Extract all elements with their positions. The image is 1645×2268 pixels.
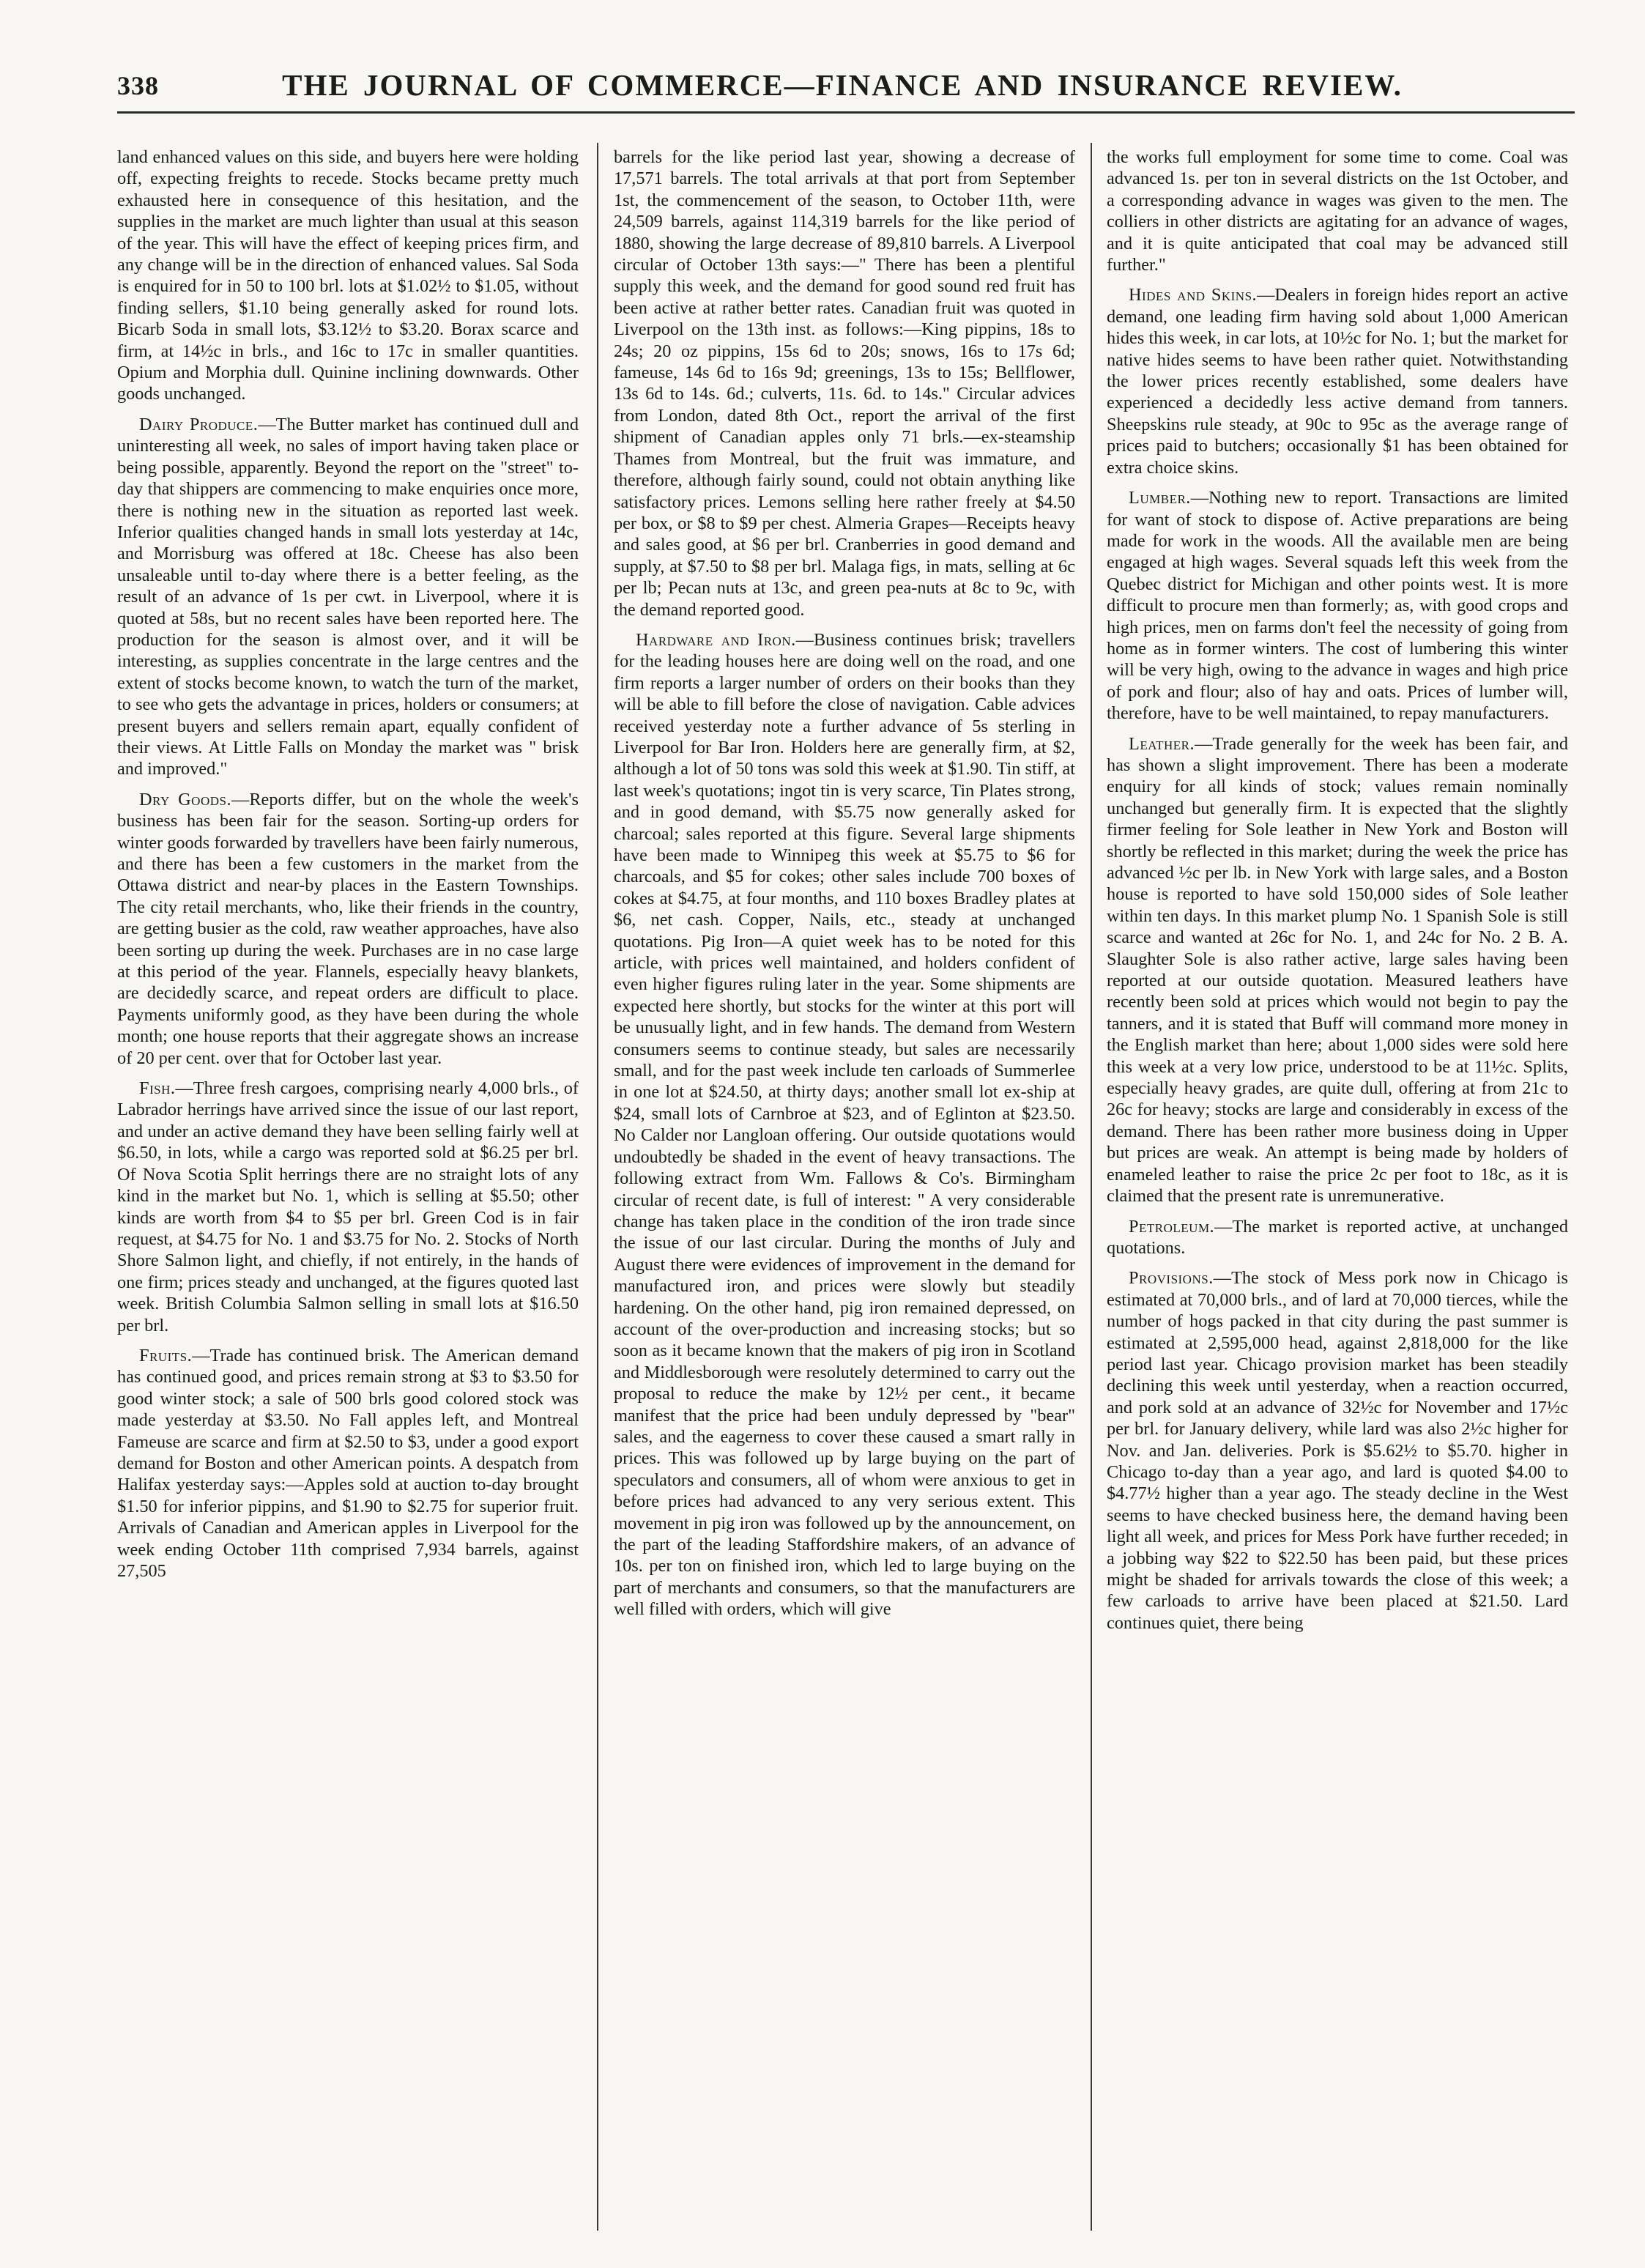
paragraph-text: —The stock of Mess pork now in Chicago is estimated at 70,000 brls., and of lard at 70,000 tierces, while the number of hogs packed in that city during the past summer is estimated at 2,595,000 head, against 2,818,000 for the like period last year. Chicago provision market has been steadily declining this week until yesterday, when a reaction occurred, and pork sold at an advance of 32½c for November and 17½c per brl. for January delivery, while lard was also 2½c higher for Nov. and Jan. deliveries. Pork is $5.62½ to $5.70. higher in Chicago to-day than a year ago, and lard is quoted $4.00 to $4.77½ higher than a year ago. The steady decline in the West seems to have checked business here, the demand having been light all week, and prices for Mess Pork have further receded; in a jobbing way $22 to $22.50 has been paid, but these prices might be shaded for arrivals towards the close of this week; a few carloads to arrive have been placed at $21.50. Lard continues quiet, there being [1107,1268,1568,1633]
paragraph-text: —Three fresh cargoes, comprising nearly 4,000 brls., of Labrador herrings have arrived since the issue of our last report, and under an active demand they have been selling fairly well at $6.50, in lots, while a cargo was reported sold at $6.25 per brl. Of Nova Scotia Split herrings there are no straight lots of any kind in the market but No. 1, which is selling at $5.50; other kinds are worth from $4 to $5 per brl. Green Cod is in fair request, at $4.75 for No. 1 and $3.75 for No. 2. Stocks of North Shore Salmon light, and chiefly, if not entirely, in the hands of one firm; prices steady and unchanged, at the figures quoted last week. British Columbia Salmon selling in small lots at $16.50 per brl. [117,1078,579,1335]
article-paragraph [1107,284,1568,478]
journal-title: THE JOURNAL OF COMMERCE—FINANCE AND INSURANCE REVIEW. [282,68,1403,102]
article-paragraph [1107,1267,1568,1634]
paragraph-text: —The market is reported active, at unchanged quotations. [1107,1216,1568,1258]
paragraph-text: —Nothing new to report. Transactions are limited for want of stock to dispose of. Active preparations are being made for work in the woods. All the available men are being engaged at high wages. Several squads left this week from the Quebec district for Michigan and other points west. It is more difficult to procure men than formerly; as, with good crops and high prices, men on farms don't feel the necessity of going from home as in former winters. The cost of lumbering this winter will be very high, owing to the advance in wages and high price of pork and flour; also of hay and oats. Prices of lumber will, therefore, have to be well maintained, to repay manufacturers. [1107,488,1568,724]
paragraph-text: —Business continues brisk; travellers for the leading houses here are doing well on the road, and one firm reports a larger number of orders on their books than they will be able to fill before the close of navigation. Cable advices received yesterday note a further advance of 5s sterling in Liverpool for Bar Iron. Holders here are generally firm, at $2, although a lot of 50 tons was sold this week at $1.90. Tin stiff, at last week's quotations; ingot tin is very scarce, Tin Plates strong, and in good demand, with $5.75 now generally asked for charcoal; sales reported at this figure. Several large shipments have been made to Winnipeg this week at $5.75 to $6 for charcoals, and $5 for cokes; other sales include 700 boxes of cokes at $4.75, at four months, and 110 boxes Bradley plates at $6, net cash. Copper, Nails, etc., steady at unchanged quotations. Pig Iron—A quiet week has to be noted for this article, with prices well maintained, and holders confident of even higher figures ruling later in the year. Some shipments are expected here shortly, but stocks for the winter at this port will be unusually light, and in few hands. The demand from Western consumers seems to continue steady, but sales are necessarily small, and for the past week include ten carloads of Summerlee in one lot at $24.50, at thirty days; another small lot ex-ship at $24, small lots of Carnbroe at $23, and of Eglinton at $23.50. No Calder nor Langloan offering. Our outside quotations would undoubtedly be shaded in the event of heavy transactions. The following extract from Wm. Fallows & Co's. Birmingham circular of recent date, is full of interest: " A very considerable change has taken place in the condition of the iron trade since the issue of our last circular. During the months of July and August there were evidences of improvement in the demand for manufactured iron, and prices were slowly but steadily hardening. On the other hand, pig iron remained depressed, on account of the over-production and increasing stocks; but so soon as it became known that the makers of pig iron in Scotland and Middlesborough were resolutely determined to carry out the proposal to reduce the make by 12½ per cent., it became manifest that the price had been unduly depressed by "bear" sales, and the eagerness to cover these caused a smart rally in prices. This was followed up by large buying on the part of speculators and consumers, all of whom were anxious to get in before prices had advanced to any very serious extent. This movement in pig iron was followed up by the announcement, on the part of the leading Staffordshire makers, of an advance of 10s. per ton on finished iron, which led to large buying on the part of merchants and consumers, so that the manufacturers are well filled with orders, which will give [614,629,1075,1620]
section-heading: Fish. [139,1078,176,1099]
section-heading: Hides and Skins. [1129,285,1258,305]
paragraph-text: land enhanced values on this side, and buyers here were holding off, expecting freights to recede. Stocks became pretty much exhausted here in consequence of this hesitation, and the supplies in the market are much lighter than usual at this season of the year. This will have the effect of keeping prices firm, and any change will be in the direction of enhanced values. Sal Soda is enquired for in 50 to 100 brl. lots at $1.02½ to $1.05, without finding sellers, $1.10 being generally asked for round lots. Bicarb Soda in small lots, $3.12½ to $3.20. Borax scarce and firm, at 14½c in brls., and 16c to 17c in smaller quantities. Opium and Morphia dull. Quinine inclining downwards. Other goods unchanged. [117,147,579,404]
section-heading: Leather. [1129,733,1195,754]
section-heading: Petroleum. [1129,1216,1215,1237]
paragraph-text: the works full employment for some time to come. Coal was advanced 1s. per ton in several districts on the 1st October, and a corresponding advance in wages was given to the men. The colliers in other districts are agitating for an advance of wages, and it is quite anticipated that coal may be advanced still further." [1107,147,1568,275]
article-paragraph [1107,733,1568,1207]
paragraph-text: barrels for the like period last year, showing a decrease of 17,571 barrels. The total arrivals at that port from September 1st, the commencement of the season, to October 11th, were 24,509 barrels, against 114,319 barrels for the like period of 1880, showing the large decrease of 89,810 barrels. A Liverpool circular of October 13th says:—" There has been a plentiful supply this week, and the demand for good sound red fruit has been active at rather better rates. Canadian fruit was quoted in Liverpool on the 13th inst. as follows:—King pippins, 18s to 24s; 20 oz pippins, 15s 6d to 20s; snows, 16s to 17s 6d; fameuse, 14s 6d to 16s 9d; greenings, 13s to 15s; Bellflower, 13s 6d to 14s. 6d.; culverts, 11s. 6d. to 14s." Circular advices from London, dated 8th Oct., report the arrival of the first shipment of Canadian apples only 71 brls.—ex-steamship Thames from Montreal, but the fruit was immature, and therefore, although fairly sound, could not obtain anything like satisfactory prices. Lemons selling here rather freely at $4.50 per box, or $8 to $9 per chest. Almeria Grapes—Receipts heavy and sales good, at $6 per brl. Cranberries in good demand and supply, at $7.50 to $8 per brl. Malaga figs, in mats, selling at 6c per lb; Pecan nuts at 13c, and green pea-nuts at 8c to 9c, with the demand reported good. [614,147,1075,620]
article-paragraph [117,414,579,780]
section-heading: Provisions. [1129,1268,1214,1289]
column-rule [597,143,598,2231]
column-rule [1091,143,1092,2231]
article-paragraph [117,1345,579,1582]
article-paragraph [614,629,1075,1620]
article-paragraph [1107,1216,1568,1259]
section-heading: Dairy Produce. [139,414,259,434]
article-paragraph [1107,147,1568,275]
column-2 [614,147,1075,2256]
section-heading: Fruits. [139,1345,193,1365]
section-heading: Lumber. [1129,488,1191,508]
column-3 [1107,147,1568,2256]
page-number: 338 [117,71,159,100]
article-paragraph [117,147,579,405]
paragraph-text: —The Butter market has continued dull and uninteresting all week, no sales of import having taken place or being possible, apparently. Beyond the report on the "street" to-day that shippers are commencing to make enquiries once more, there is nothing new in the situation as reported last week. Inferior qualities changed hands in small lots yesterday at 14c, and Morrisburg was offered at 18c. Cheese has also been unsaleable until to-day where there is a better feeling, as the result of an advance of 1s per cwt. in Liverpool, where it is quoted at 58s, but no recent sales have been reported here. The production for the season is almost over, and it will be interesting, as supplies concentrate in the large centres and the extent of stocks become known, to watch the turn of the market, to see who gets the advantage in prices, holders or consumers; at present buyers and sellers remain apart, equally confident of their views. At Little Falls on Monday the market was " brisk and improved." [117,414,579,779]
paragraph-text: —Dealers in foreign hides report an active demand, one leading firm having sold about 1,000 American hides this week, in car lots, at 10½c for No. 1; but the market for native hides seems to have been rather quiet. Notwithstanding the lower prices recently established, some dealers have experienced a decidedly less active demand from tanners. Sheepskins rule steady, at 90c to 95c as the average range of prices paid to butchers; occasionally $1 has been obtained for extra choice skins. [1107,285,1568,478]
article-paragraph [117,1078,579,1336]
article-paragraph [614,147,1075,620]
header-rule [117,111,1575,114]
paragraph-text: —Trade has continued brisk. The American demand has continued good, and prices remain strong at $3 to $3.50 for good winter stock; a sale of 500 brls good colored stock was made yesterday at $3.50. No Fall apples left, and Montreal Fameuse are scarce and firm at $2.50 to $3, under a good export demand for Boston and other American points. A despatch from Halifax yesterday says:—Apples sold at auction to-day brought $1.50 for inferior pippins, and $1.90 to $2.75 for superior fruit. Arrivals of Canadian and American apples in Liverpool for the week ending October 11th comprised 7,934 barrels, against 27,505 [117,1345,579,1581]
paragraph-text: —Reports differ, but on the whole the week's business has been fair for the season. Sorting-up orders for winter goods forwarded by travellers have been fairly numerous, and there has been a few customers in the market from the Ottawa district and near-by places in the Eastern Townships. The city retail merchants, who, like their friends in the country, are getting busier as the cold, raw weather approaches, have also been sorting up during the week. Purchases are in no case large at this period of the year. Flannels, especially heavy blankets, are decidedly scarce, and repeat orders are difficult to place. Payments uniformly good, as they have been during the whole month; one house reports that their aggregate shows an increase of 20 per cent. over that for October last year. [117,789,579,1068]
article-paragraph [117,789,579,1069]
article-paragraph [1107,487,1568,724]
column-1 [117,147,579,2256]
paragraph-text: —Trade generally for the week has been fair, and has shown a slight improvement. There has been a moderate enquiry for all kinds of stock; values remain nominally unchanged but generally firm. It is expected that the slightly firmer feeling for Sole leather in New York and Boston will shortly be reflected in this market; during the week the price has advanced ½c per lb. in New York with large sales, and a Boston house is reported to have sold 150,000 sides of Sole leather within ten days. In this market plump No. 1 Spanish Sole is still scarce and wanted at 26c for No. 1, and 24c for No. 2 B. A. Slaughter Sole is also rather active, large sales having been reported at our outside quotation. Measured leathers have recently been sold at prices which would not begin to pay the tanners, and it is stated that Buff will command more money in the English market than here; about 1,000 sides were sold here this week at a very low price, understood to be at 11½c. Splits, especially heavy grades, are quite dull, offering at from 21c to 26c for heavy; stocks are large and considerably in excess of the demand. There has been rather more business doing in Upper but prices are weak. An attempt is being made by holders of enameled leather to raise the price 2c per foot to 18c, as it is claimed that the present rate is unremunerative. [1107,733,1568,1207]
section-heading: Dry Goods. [139,789,232,809]
section-heading: Hardware and Iron. [636,629,796,650]
